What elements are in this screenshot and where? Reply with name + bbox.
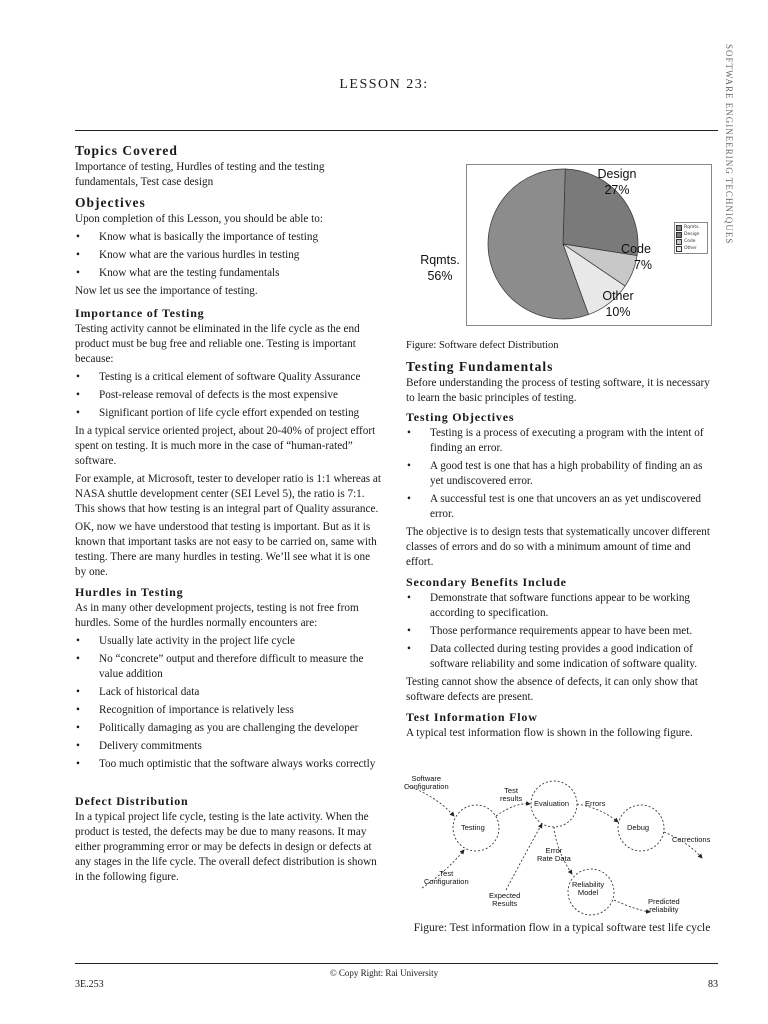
list-item: • Lack of historical data xyxy=(75,685,382,700)
fundamentals-heading: Testing Fundamentals xyxy=(406,359,554,374)
legend-item xyxy=(676,224,706,231)
legend-label: Code xyxy=(684,239,696,244)
pie-label-value: 56% xyxy=(427,269,453,283)
left-column xyxy=(75,141,382,888)
testing-objectives-list xyxy=(406,426,718,522)
importance-list xyxy=(75,370,382,421)
topics-heading: Topics Covered xyxy=(75,143,178,158)
legend-swatch xyxy=(676,232,682,238)
list-item: • A good test is one that has a high probability of finding an as yet undiscovered error. xyxy=(406,459,718,489)
importance-intro: Testing activity cannot be eliminated in the life cycle as the end product must be bug free and reliable one. Testing is important because: xyxy=(75,323,360,365)
pie-label-text: Rqmts. xyxy=(420,253,460,267)
list-item: • Know what are the testing fundamentals xyxy=(75,266,382,281)
secondary-list xyxy=(406,591,718,672)
flow-label-test-config: Test Configuration xyxy=(424,869,469,886)
lesson-title: LESSON 23: xyxy=(339,77,429,92)
list-item: • Usually late activity in the project life cycle xyxy=(75,634,382,649)
legend-item xyxy=(676,245,706,252)
pie-label-rqmts xyxy=(412,252,468,284)
flow-label-errors: Errors xyxy=(585,799,606,808)
defect-pie-chart xyxy=(467,165,709,323)
secondary-heading: Secondary Benefits Include xyxy=(406,575,567,589)
pie-label-value: 27% xyxy=(604,183,630,197)
hurdles-list xyxy=(75,634,382,772)
flow-label-expected: Expected Results xyxy=(489,891,521,908)
list-item: • Demonstrate that software functions appear to be working according to specification. xyxy=(406,591,718,621)
pie-label-value: 10% xyxy=(605,305,631,319)
list-item: • Recognition of importance is relatively less xyxy=(75,703,382,718)
objectives-intro: Upon completion of this Lesson, you should be able to: xyxy=(75,213,323,225)
flow-label-corrections: Corrections xyxy=(672,835,711,844)
pie-label-text: Code xyxy=(621,242,651,256)
defect-heading: Defect Distribution xyxy=(75,794,189,808)
importance-paragraph: In a typical service oriented project, about 20-40% of project effort spent on testing. It is much more in the case of “human-rated” software. xyxy=(75,425,376,467)
legend-swatch xyxy=(676,246,682,252)
page-number: 83 xyxy=(708,979,718,990)
flow-caption: Figure: Test information flow in a typical software test life cycle xyxy=(413,922,711,934)
side-title: SOFTWARE ENGINEERING TECHNIQUES xyxy=(724,44,734,245)
importance-paragraph: OK, now we have understood that testing is important. But as it is known that important tasks are not easy to be carried on, same with testing. There are many hurdles in testing. We’ll see what it is one by one. xyxy=(75,521,377,578)
legend-label: Design xyxy=(684,232,700,237)
testing-objectives-heading: Testing Objectives xyxy=(406,410,515,424)
list-item: • Politically damaging as you are challenging the developer xyxy=(75,721,382,736)
list-item: • Those performance requirements appear to have been met. xyxy=(406,624,718,639)
pie-label-code xyxy=(614,241,658,273)
secondary-outro: Testing cannot show the absence of defects, it can only show that software defects are present. xyxy=(406,676,698,703)
pie-label-value: 7% xyxy=(633,258,653,272)
list-item: • Data collected during testing provides a good indication of software reliability and some indication of software quality. xyxy=(406,642,718,672)
flow-label-debug: Debug xyxy=(627,823,650,832)
list-item: • Testing is a critical element of software Quality Assurance xyxy=(75,370,382,385)
right-column xyxy=(406,357,718,744)
top-rule xyxy=(75,130,718,131)
flow-label-software-config: Software Configuration xyxy=(404,774,449,791)
predicted-arrow xyxy=(614,900,650,912)
legend-label: Rqmts. xyxy=(684,225,700,230)
list-item: • Significant portion of life cycle effort expended on testing xyxy=(75,406,382,421)
copyright-text: © Copy Right: Rai University xyxy=(329,968,439,978)
pie-label-text: Design xyxy=(597,167,637,181)
fundamentals-text: Before understanding the process of testing software, it is necessary to learn the basic principles of testing. xyxy=(406,377,710,404)
course-code: 3E.253 xyxy=(75,979,104,990)
list-item: • Too much optimistic that the software always works correctly xyxy=(75,757,382,772)
hurdles-intro: As in many other development projects, testing is not free from hurdles. Some of the hurdles normally encounters are: xyxy=(75,602,359,629)
testing-objectives-outro: The objective is to design tests that systematically uncover different classes of errors and do so with a minimum amount of time and effort. xyxy=(406,526,710,568)
pie-legend xyxy=(674,222,708,254)
objectives-list xyxy=(75,230,382,281)
pie-label-other xyxy=(596,288,640,320)
flow-label-evaluation: Evaluation xyxy=(534,799,570,808)
flow-label-testing: Testing xyxy=(461,823,485,832)
flow-label-test-results: Test results xyxy=(500,786,523,803)
list-item: • Delivery commitments xyxy=(75,739,382,754)
importance-heading: Importance of Testing xyxy=(75,306,205,320)
pie-label-text: Other xyxy=(602,289,634,303)
test-results-arrow xyxy=(496,804,530,816)
hurdles-heading: Hurdles in Testing xyxy=(75,585,184,599)
legend-swatch xyxy=(676,225,682,231)
pie-caption: Figure: Software defect Distribution xyxy=(406,340,559,351)
legend-item xyxy=(676,238,706,245)
list-item: • Testing is a process of executing a program with the intent of finding an error. xyxy=(406,426,718,456)
flow-label-error-rate: Error Rate Data xyxy=(537,846,571,863)
list-item: • A successful test is one that uncovers an as yet undiscovered error. xyxy=(406,492,718,522)
list-item: • Know what is basically the importance of testing xyxy=(75,230,382,245)
legend-swatch xyxy=(676,239,682,245)
pie-label-design xyxy=(592,166,642,198)
flow-label-reliability: Reliability Model xyxy=(572,880,605,897)
list-item: • Know what are the various hurdles in testing xyxy=(75,248,382,263)
spacer xyxy=(75,775,382,793)
flow-heading: Test Information Flow xyxy=(406,710,538,724)
defect-text: In a typical project life cycle, testing is the late activity. When the product is tested, the defects may be due to many reasons. It may either programming error or may be defects in design or defects at any stages in the life cycle. The overall defect distribution is shown in the following figure. xyxy=(75,811,377,883)
legend-item xyxy=(676,231,706,238)
legend-label: Other xyxy=(684,246,697,251)
objectives-outro: Now let us see the importance of testing. xyxy=(75,285,258,297)
topics-text: Importance of testing, Hurdles of testing and the testing fundamentals, Test case design xyxy=(75,161,325,188)
importance-paragraph: For example, at Microsoft, tester to developer ratio is 1:1 whereas at NASA shuttle development center (SEI Level 5), the ratio is 7:1. This shows that how testing is an integral part of Quality assurance. xyxy=(75,473,382,515)
flow-label-predicted: Predicted reliability xyxy=(648,897,680,914)
objectives-heading: Objectives xyxy=(75,195,146,210)
flow-text: A typical test information flow is shown in the following figure. xyxy=(406,727,693,739)
list-item: • No “concrete” output and therefore difficult to measure the value addition xyxy=(75,652,382,682)
list-item: • Post-release removal of defects is the most expensive xyxy=(75,388,382,403)
bottom-rule xyxy=(75,963,718,964)
